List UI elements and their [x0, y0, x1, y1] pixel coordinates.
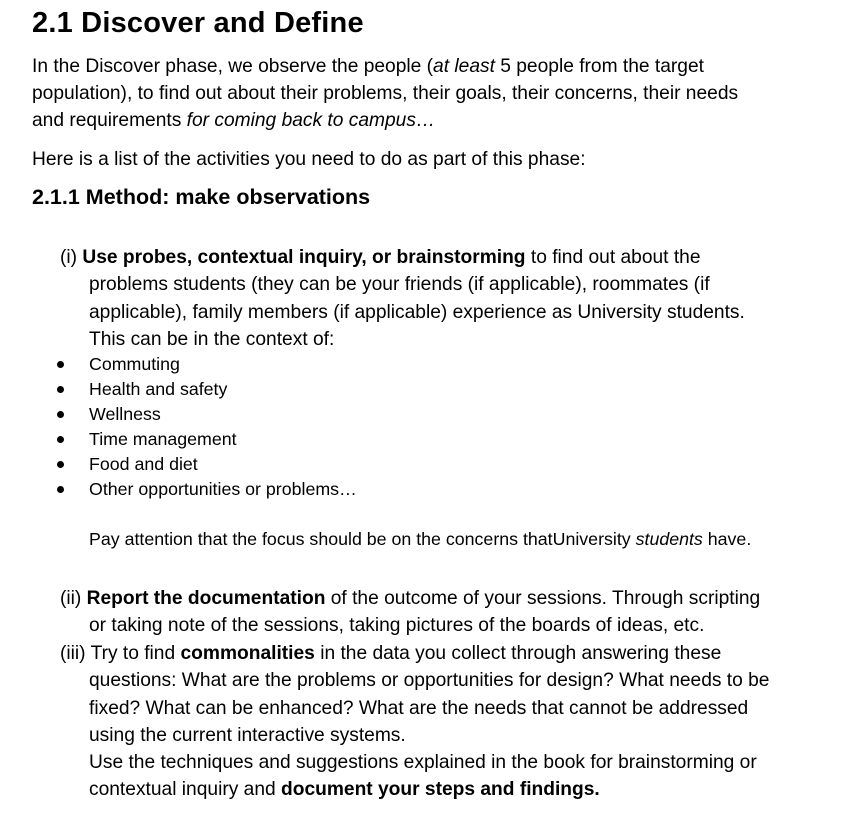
step-iii-line-2: questions: What are the problems or opportunities for design? What needs to be: [89, 670, 770, 692]
activities-intro: Here is a list of the activities you need to do as part of this phase:: [32, 149, 586, 170]
bullet-icon: [57, 486, 64, 493]
list-item: Health and safety: [53, 377, 357, 402]
campus-emphasis: for coming back to campus…: [186, 110, 436, 131]
students-emphasis: students: [635, 529, 703, 549]
step-i-line-2: problems students (they can be your friends (if applicable), roommates (if: [89, 274, 710, 296]
at-least-emphasis: at least: [433, 56, 495, 77]
intro-line-2: population), to find out about their problems, their goals, their concerns, their needs: [32, 83, 739, 104]
intro-line-3: and requirements for coming back to campus…: [32, 110, 436, 131]
step-number: (ii): [60, 588, 87, 609]
step-i-line-1: (i) Use probes, contextual inquiry, or brainstorming to find out about the: [60, 247, 701, 268]
step-ii-line-1: (ii) Report the documentation of the outcome of your sessions. Through scripting: [60, 588, 761, 609]
step-iii-line-1: (iii) Try to find commonalities in the data you collect through answering these: [60, 643, 722, 664]
step-iii: [60, 640, 769, 804]
bullet-icon: [57, 361, 64, 368]
bullet-icon: [57, 461, 64, 468]
list-item: Time management: [53, 427, 357, 452]
step-i-line-3: applicable), family members (if applicable) experience as University students.: [89, 301, 745, 323]
list-item: Commuting: [53, 352, 357, 377]
step-number: (iii): [60, 643, 91, 664]
intro-paragraph: [32, 53, 738, 134]
list-item: Food and diet: [53, 452, 357, 477]
context-list: [53, 352, 357, 502]
bullet-icon: [57, 386, 64, 393]
list-item: Other opportunities or problems…: [53, 477, 357, 502]
step-iii-line-4: using the current interactive systems.: [89, 724, 406, 746]
section-heading: 2.1 Discover and Define: [32, 7, 364, 39]
focus-note: Pay attention that the focus should be on the concerns thatUniversity students have.: [89, 529, 752, 549]
bullet-icon: [57, 411, 64, 418]
intro-line-1: In the Discover phase, we observe the people (at least 5 people from the target: [32, 56, 704, 77]
step-ii: [60, 585, 760, 640]
method-heading: 2.1.1 Method: make observations: [32, 185, 371, 209]
step-i: [60, 244, 745, 353]
step-ii-line-2: or taking note of the sessions, taking pictures of the boards of ideas, etc.: [89, 615, 705, 637]
step-iii-line-3: fixed? What can be enhanced? What are the needs that cannot be addressed: [89, 697, 749, 719]
bullet-icon: [57, 436, 64, 443]
step-number: (i): [60, 247, 83, 268]
step-i-line-4: This can be in the context of:: [89, 328, 335, 350]
step-iii-line-6: contextual inquiry and document your steps and findings.: [89, 779, 600, 801]
step-iii-line-5: Use the techniques and suggestions explained in the book for brainstorming or: [89, 752, 757, 774]
list-item: Wellness: [53, 402, 357, 427]
